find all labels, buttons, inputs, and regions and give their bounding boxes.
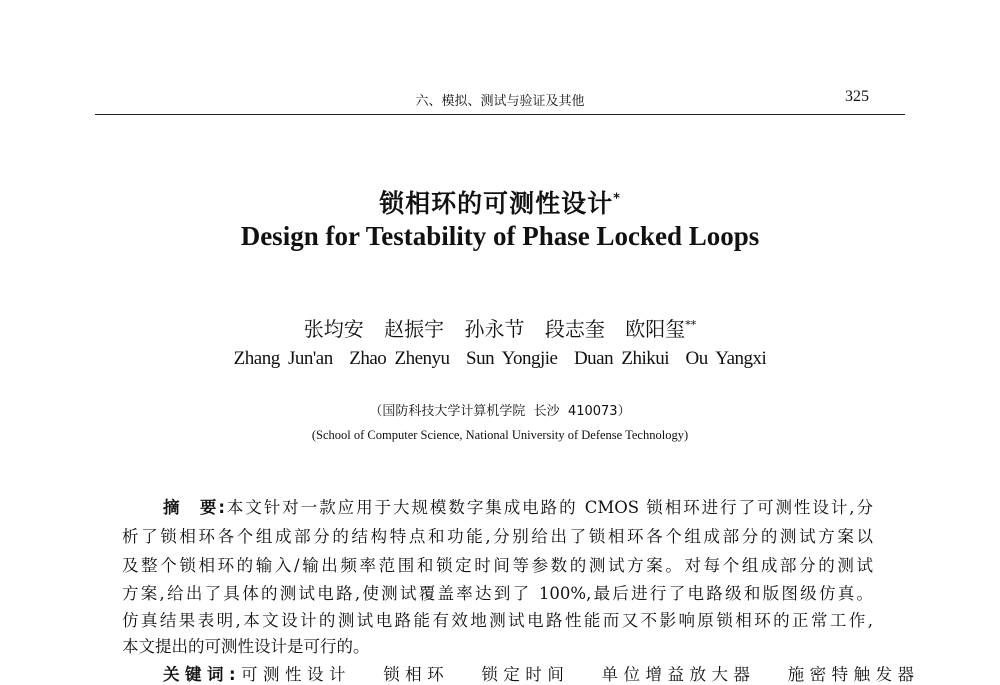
keywords [163,661,914,685]
keyword: 锁相环 [383,665,450,684]
title-footnote-mark: * [613,191,621,207]
header-rule [95,114,905,115]
keyword: 单位增益放大器 [601,665,756,684]
abstract-line: 析了锁相环各个组成部分的结构特点和功能,分别给出了锁相环各个组成部分的测试方案以 [122,527,873,546]
keywords-label: 关键词: [163,665,236,684]
title-cn-text: 锁相环的可测性设计 [379,189,614,218]
keyword: 可测性设计 [235,665,351,684]
keyword: 锁定时间 [481,665,570,684]
abstract-text: 本文针对一款应用于大规模数字集成电路的 CMOS 锁相环进行了可测性设计,分 [224,498,873,517]
title-english: Design for Testability of Phase Locked Loops [240,221,760,251]
authors-chinese [0,313,1000,342]
title-chinese [0,184,1000,220]
running-header: 六、模拟、测试与验证及其他 [415,94,585,109]
abstract-line: 及整个锁相环的输入/输出频率范围和锁定时间等参数的测试方案。对每个组成部分的测试 [122,556,873,575]
affiliation-chinese: （国防科技大学计算机学院 长沙 410073） [369,404,631,419]
affiliation-english: (School of Computer Science, National University of Defense Technology) [311,428,689,442]
abstract-line [163,494,873,518]
page-number: 325 [845,88,869,105]
abstract-line: 仿真结果表明,本文设计的测试电路能有效地测试电路性能而又不影响原锁相环的正常工作, [122,611,873,630]
abstract-line: 本文提出的可测性设计是可行的。 [122,637,370,656]
keyword: 施密特触发器 [787,665,915,684]
abstract-label: 摘 要: [163,498,225,517]
authors-english: Zhang Jun'an Zhao Zhenyu Sun Yongjie Duan Zhikui Ou Yangxi [233,348,767,369]
abstract-line: 方案,给出了具体的测试电路,使测试覆盖率达到了 100%,最后进行了电路级和版图级仿真。 [122,584,873,603]
authors-footnote-mark: ** [685,318,697,332]
authors-cn-text: 张均安 赵振宇 孙永节 段志奎 欧阳玺 [303,317,686,341]
